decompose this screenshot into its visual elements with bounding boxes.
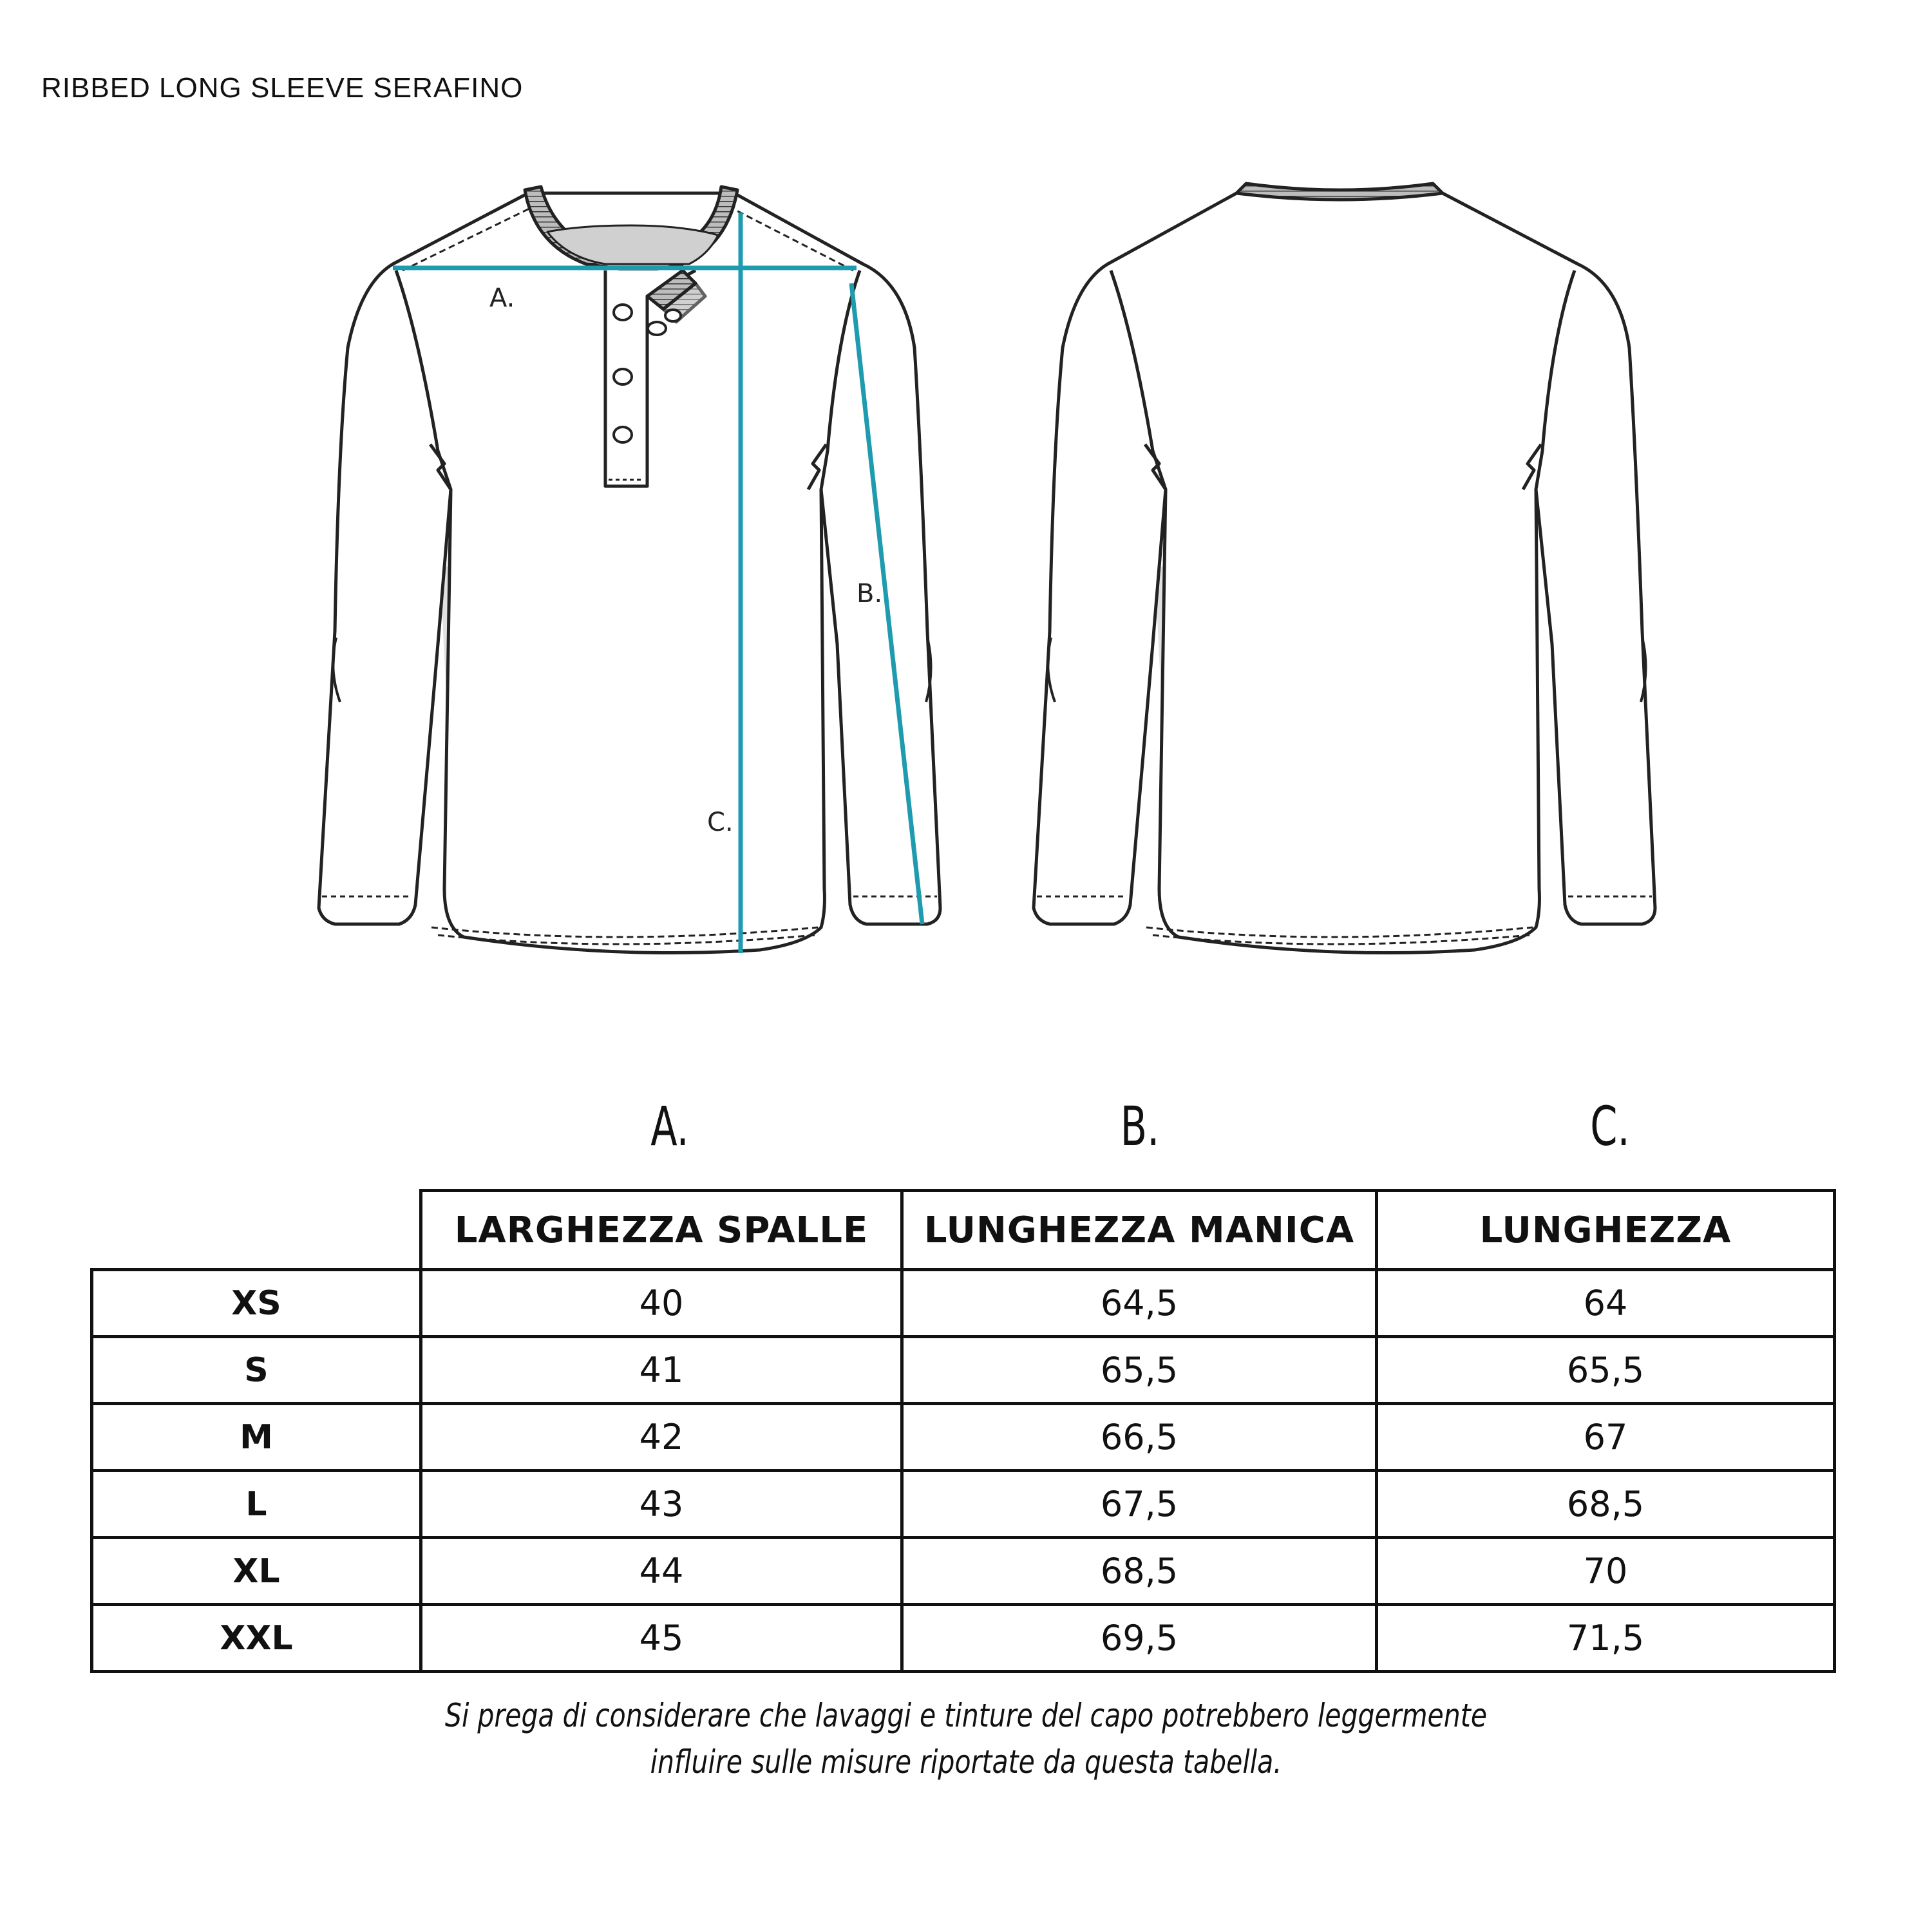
value-cell: 66,5 [902,1404,1377,1471]
value-cell: 69,5 [902,1605,1377,1672]
size-table [90,1189,1836,1673]
size-label: XS [92,1270,421,1337]
table-row [92,1404,1835,1471]
table-row [92,1337,1835,1404]
value-cell: 70 [1377,1538,1835,1605]
table-header-row [92,1191,1835,1270]
label-c: C. [707,808,734,837]
value-cell: 43 [421,1471,902,1538]
value-cell: 71,5 [1377,1605,1835,1672]
value-cell: 65,5 [902,1337,1377,1404]
header-larghezza-spalle: LARGHEZZA SPALLE [421,1191,902,1270]
value-cell: 64 [1377,1270,1835,1337]
disclaimer-line-1: Si prega di considerare che lavaggi e tinture del capo potrebbero leggermente [444,1697,1488,1734]
value-cell: 42 [421,1404,902,1471]
disclaimer-line-2: influire sulle misure riportate da questa tabella. [650,1743,1282,1781]
header-lunghezza-manica: LUNGHEZZA MANICA [902,1191,1377,1270]
column-letter-b: B. [1120,1095,1160,1158]
front-view [319,187,940,953]
size-label: S [92,1337,421,1404]
product-title: RIBBED LONG SLEEVE SERAFINO [41,72,524,104]
size-label: XL [92,1538,421,1605]
value-cell: 68,5 [902,1538,1377,1605]
value-cell: 68,5 [1377,1471,1835,1538]
value-cell: 44 [421,1538,902,1605]
column-letter-c: C. [1590,1095,1630,1158]
value-cell: 65,5 [1377,1337,1835,1404]
value-cell: 64,5 [902,1270,1377,1337]
table-row [92,1605,1835,1672]
label-a: A. [489,283,515,313]
value-cell: 67 [1377,1404,1835,1471]
back-view [1034,184,1655,953]
disclaimer-note [0,1692,1932,1785]
table-row [92,1471,1835,1538]
value-cell: 45 [421,1605,902,1672]
header-lunghezza: LUNGHEZZA [1377,1191,1835,1270]
size-label: XXL [92,1605,421,1672]
label-b: B. [857,579,883,609]
size-label: M [92,1404,421,1471]
value-cell: 40 [421,1270,902,1337]
value-cell: 41 [421,1337,902,1404]
table-row [92,1270,1835,1337]
table-corner-cell [92,1191,421,1270]
size-label: L [92,1471,421,1538]
column-letter-a: A. [650,1095,689,1158]
table-row [92,1538,1835,1605]
value-cell: 67,5 [902,1471,1377,1538]
